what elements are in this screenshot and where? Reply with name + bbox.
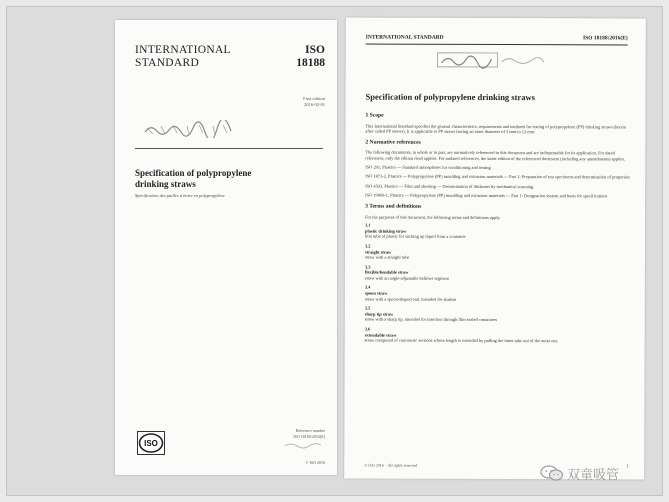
cover-page [115, 20, 337, 475]
reference-stamp-mark [283, 440, 323, 450]
term-definition: thin tube of plastic for sucking up liquid from a container [365, 233, 466, 240]
paragraph: For the purposes of this document, the following terms and definitions apply. [365, 214, 501, 220]
term-number: 3.5 [364, 305, 371, 311]
term-name: extendable straw [364, 332, 397, 338]
paragraph: The following documents, in whole or in part, are normatively referenced in this document and are indispensable for its application. For dated references, only the edition cited applies. For undated references, the latest edition of the referenced document (including any amendments) applies. [365, 149, 626, 162]
term-name: spoon straw [364, 290, 388, 296]
normative-reference: ISO 4593, Plastics — Film and sheeting — Determination of thickness by mechanical scanning [365, 183, 534, 189]
term-number: 3.2 [364, 243, 371, 249]
term-entry [365, 223, 631, 241]
term-entry [365, 327, 631, 345]
running-header-right: ISO 18188:2016(E) [582, 35, 628, 42]
term-definition: straw with a sharp tip, intended for insertion through film sealed containers [364, 316, 497, 323]
iso-logo-text: ISO [144, 439, 158, 448]
term-number: 3.4 [364, 285, 371, 291]
edition-info: First edition 2016-02-01 [303, 96, 325, 107]
section-heading: 1 Scope [365, 112, 384, 119]
term-name: flexible/bendable straw [364, 269, 409, 275]
normative-reference: ISO 1873-2, Plastics — Polypropylene (PP) moulding and extrusion materials — Part 2: Preparation of test specimens and determination of properties [365, 173, 630, 180]
term-name: straight straw [364, 249, 392, 255]
watermark-text: 双童吸管 [567, 468, 620, 483]
content-page [344, 17, 646, 479]
wechat-watermark [540, 463, 660, 483]
cover-copyright: © ISO 2016 [305, 460, 325, 465]
standard-number: ISO 18188 [296, 44, 325, 69]
running-header-left: INTERNATIONAL STANDARD [365, 34, 444, 41]
running-header [366, 33, 628, 46]
stamp-mark [143, 120, 233, 138]
term-entry [365, 306, 631, 324]
term-definition: straw with a straight tube [364, 254, 410, 260]
term-number: 3.6 [364, 326, 371, 332]
section-heading: 3 Terms and definitions [365, 203, 422, 210]
section-heading: 2 Normative references [365, 139, 421, 146]
term-number: 3.1 [365, 222, 371, 228]
page-number: 1 [625, 463, 629, 469]
cover-subtitle: Spécification des pailles à boire en polypropylène [135, 193, 225, 198]
iso-logo-icon [137, 431, 165, 455]
normative-reference: ISO 19069-1, Plastics — Polypropylene (PP) moulding and extrusion materials — Part 1: Designation system and basis for specifications [365, 192, 608, 199]
cover-divider [135, 148, 323, 149]
term-name: sharp tip straw [364, 311, 394, 317]
term-entry [365, 243, 631, 261]
stamp-mark [436, 50, 546, 70]
term-entry [365, 264, 631, 282]
document-title: Specification of polypropylene drinking straws [365, 91, 535, 103]
cover-header [135, 44, 325, 84]
document-body [365, 114, 632, 349]
page-footer-copyright: © ISO 2016 – All rights reserved [364, 462, 418, 468]
cover-title: Specification of polypropylene drinking straws [135, 168, 252, 189]
term-entry [365, 285, 631, 303]
term-definition: straw with a spoon-shaped end, intended for slushes [364, 296, 457, 302]
paragraph: This International Standard specifies the general characteristics, requirements and methods for testing of polypropylene (PP) drinking straws (herein after called PP straws). It is applicable to PP straws having an outer diameter of 3 mm to 12 mm. [365, 123, 627, 135]
wechat-icon [540, 465, 564, 481]
normative-reference: ISO 291, Plastics — Standard atmospheres for conditioning and testing [365, 164, 491, 170]
term-number: 3.3 [364, 264, 371, 270]
term-definition: straw composed of concentric sections whose length is extended by pulling the inner tube out of the outer one [364, 337, 558, 344]
document-type-label: INTERNATIONAL STANDARD [135, 44, 231, 69]
term-name: plastic drinking straw [365, 228, 407, 234]
reference-number: Reference number ISO 18188:2016(E) [293, 428, 325, 439]
term-definition: straw with an angle-adjustable bellows segment [364, 275, 449, 281]
